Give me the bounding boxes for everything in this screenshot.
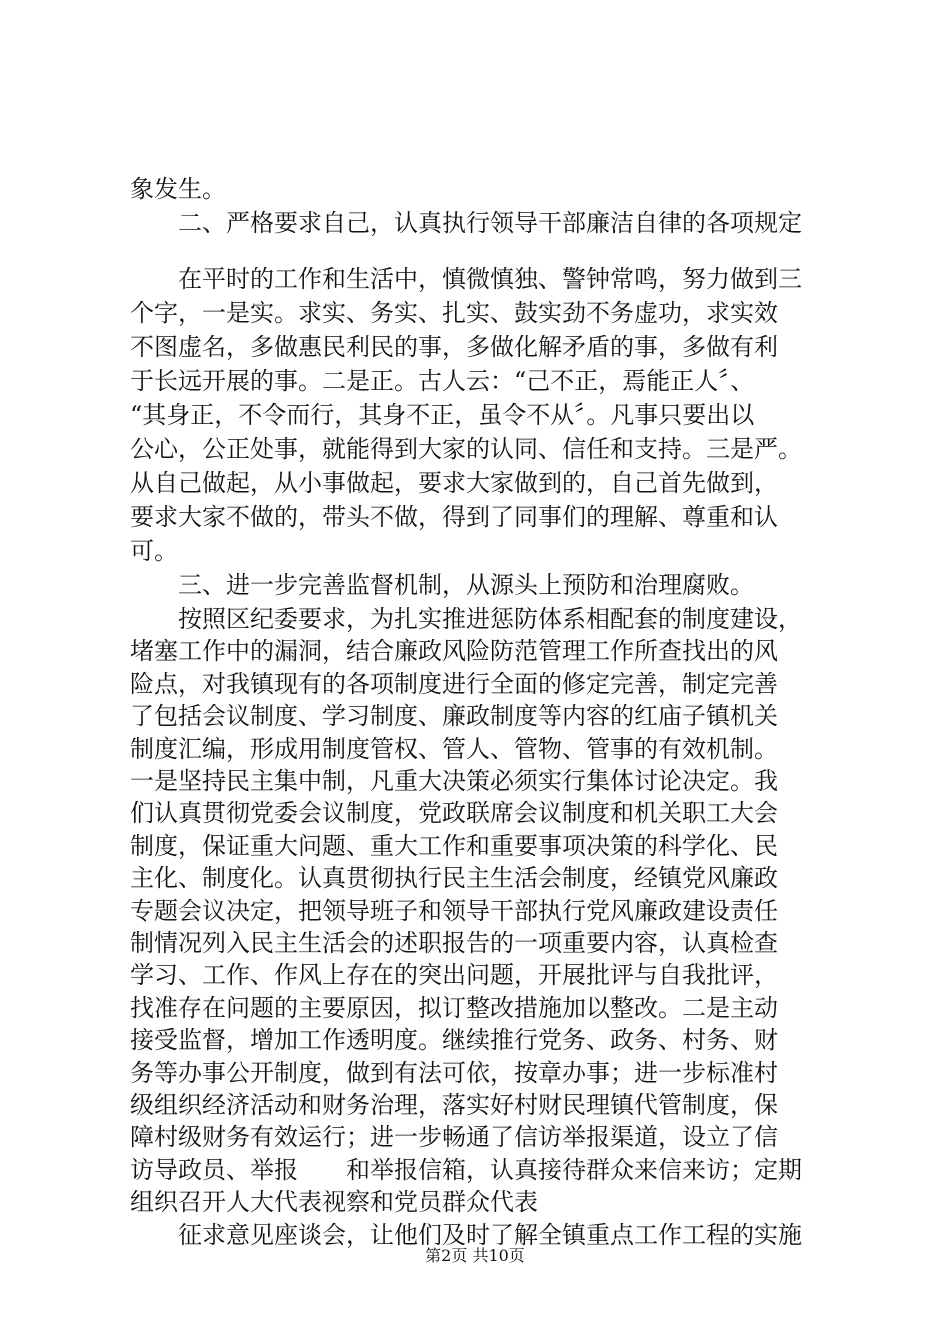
- section-heading: 二、严格要求自己，认真执行领导干部廉洁自律的各项规定: [130, 209, 802, 237]
- text-line: 主化、制度化。认真贯彻执行民主生活会制度，经镇党风廉政: [130, 864, 778, 892]
- text-line: 按照区纪委要求，为扎实推进惩防体系相配套的制度建设，: [130, 605, 802, 633]
- page-number-footer: 第2页 共10页: [425, 1246, 525, 1265]
- text-line: 了包括会议制度、学习制度、廉政制度等内容的红庙子镇机关: [130, 702, 778, 730]
- text-line: 找准存在问题的主要原因，拟订整改措施加以整改。二是主动: [130, 994, 778, 1022]
- text-line: 堵塞工作中的漏洞，结合廉政风险防范管理工作所查找出的风: [130, 637, 778, 665]
- text-line: 险点，对我镇现有的各项制度进行全面的修定完善，制定完善: [130, 670, 778, 698]
- text-line: 专题会议决定，把领导班子和领导干部执行党风廉政建设责任: [130, 897, 778, 925]
- text-line: 不图虚名，多做惠民利民的事，多做化解矛盾的事，多做有利: [130, 333, 778, 361]
- text-line: 要求大家不做的，带头不做，得到了同事们的理解、尊重和认: [130, 503, 778, 531]
- section-heading: 三、进一步完善监督机制，从源头上预防和治理腐败。: [130, 571, 754, 599]
- text-line: 障村级财务有效运行；进一步畅通了信访举报渠道，设立了信: [130, 1123, 778, 1151]
- text-line: “其身正，不令而行，其身不正，虽令不从〞。凡事只要出以: [130, 401, 755, 429]
- text-line: 访导政员、举报 和举报信箱，认真接待群众来信来访；定期: [130, 1156, 802, 1184]
- text-line: 制度，保证重大问题、重大工作和重要事项决策的科学化、民: [130, 832, 778, 860]
- text-line: 务等办事公开制度，做到有法可依，按章办事；进一步标准村: [130, 1059, 778, 1087]
- text-line: 一是坚持民主集中制，凡重大决策必须实行集体讨论决定。我: [130, 767, 778, 795]
- text-line: 可。: [130, 537, 178, 565]
- text-line: 组织召开人大代表视察和党员群众代表: [130, 1188, 538, 1216]
- text-line: 于长远开展的事。二是正。古人云：“己不正，焉能正人〞、: [130, 367, 755, 395]
- text-line: 个字，一是实。求实、务实、扎实、鼓实劲不务虚功，求实效: [130, 299, 778, 327]
- text-line: 制情况列入民主生活会的述职报告的一项重要内容，认真检查: [130, 929, 778, 957]
- text-line: 征求意见座谈会，让他们及时了解全镇重点工作工程的实施: [130, 1221, 802, 1249]
- text-line: 从自己做起，从小事做起，要求大家做到的，自己首先做到，: [130, 469, 778, 497]
- text-line: 公心，公正处事，就能得到大家的认同、信任和支持。三是严。: [130, 435, 802, 463]
- text-line: 们认真贯彻党委会议制度，党政联席会议制度和机关职工大会: [130, 799, 778, 827]
- text-line: 象发生。: [130, 175, 226, 203]
- text-line: 级组织经济活动和财务治理，落实好村财民理镇代管制度，保: [130, 1091, 778, 1119]
- text-line: 在平时的工作和生活中，慎微慎独、警钟常鸣，努力做到三: [130, 265, 802, 293]
- text-line: 制度汇编，形成用制度管权、管人、管物、管事的有效机制。: [130, 735, 778, 763]
- text-line: 学习、工作、作风上存在的突出问题，开展批评与自我批评，: [130, 961, 778, 989]
- text-line: 接受监督，增加工作透明度。继续推行党务、政务、村务、财: [130, 1026, 778, 1054]
